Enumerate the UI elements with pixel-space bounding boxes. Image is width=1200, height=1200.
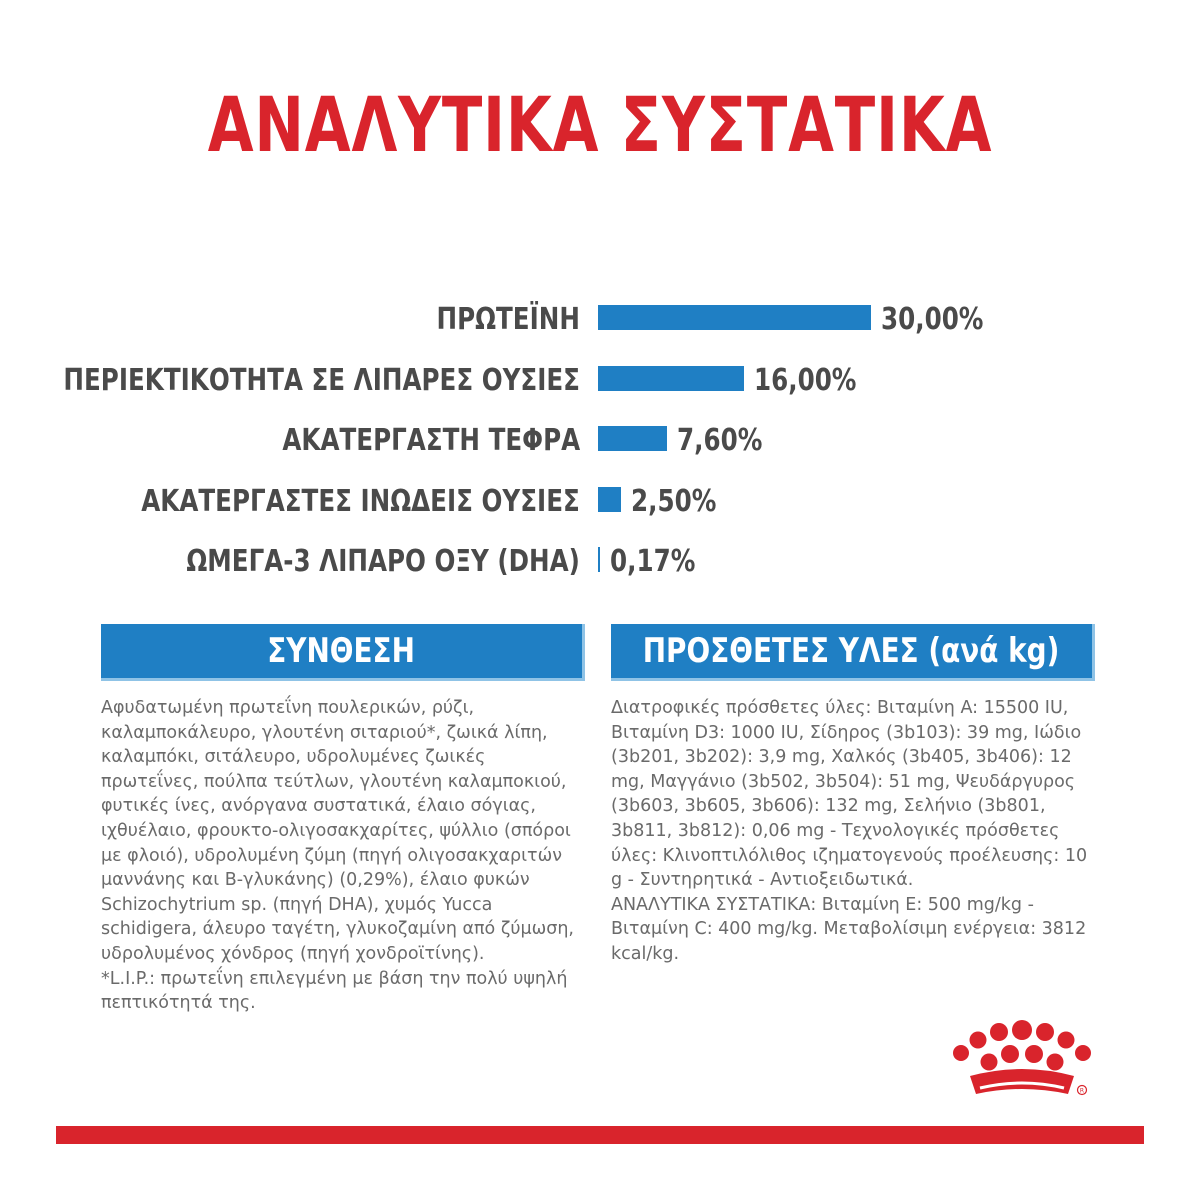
- bar-category-label: ΩΜΕΓΑ-3 ΛΙΠΑΡΟ ΟΞΥ (DHA): [186, 544, 580, 579]
- chart-row: [0, 290, 1200, 350]
- additives-body: [611, 696, 1095, 967]
- page-title: ΑΝΑΛΥΤΙΚΑ ΣΥΣΤΑΤΙΚΑ: [207, 80, 993, 169]
- additives-panel: [611, 624, 1095, 967]
- bar: [598, 305, 871, 330]
- bar: [598, 366, 744, 391]
- bar-value-label: 0,17%: [610, 544, 696, 579]
- bar-value-label: 2,50%: [630, 483, 717, 519]
- bar: [598, 487, 621, 512]
- composition-footnote: *L.I.P.: πρωτεΐνη επιλεγμένη με βάση την πολύ υψηλή πεπτικότητά της.: [101, 968, 568, 1014]
- bar: [598, 426, 667, 451]
- nutrient-bar-chart: [0, 290, 1200, 610]
- bar-category-label: ΠΕΡΙΕΚΤΙΚΟΤΗΤΑ ΣΕ ΛΙΠΑΡΕΣ ΟΥΣΙΕΣ: [63, 362, 580, 398]
- svg-text:R: R: [1079, 1087, 1085, 1095]
- composition-text: Αφυδατωμένη πρωτεΐνη πουλερικών, ρύζι, καλαμποκάλευρο, γλουτένη σιταριού*, ζωικά λίπη, καλαμπόκι, σιτάλευρο, υδρολυμένες ζωικές πρωτεΐνες, πούλπα τεύτλων, γλουτένη καλαμποκιού, φυτικές ίνες, ανόργανα συστατικά, έλαιο σόγιας, ιχθυέλαιο, φρουκτο-ολιγοσακχαρίτες, ψύλλιο (σπόροι με φλοιό), υδρολυμένη ζύμη (πηγή ολιγοσακχαριτών μαννάνης και Β-γλυκάνης) (0,29%), έλαιο φυκών Schizochytrium sp. (πηγή DHA), χυμός Yucca schidigera, άλευρο ταγέτη, γλυκοζαμίνη από ζύμωση, υδρολυμένος χόνδρος (πηγή χονδροϊτίνης).: [101, 698, 574, 964]
- additives-analytical-text: ΑΝΑΛΥΤΙΚΑ ΣΥΣΤΑΤΙΚΑ: Βιταμίνη E: 500 mg/kg - Βιταμίνη C: 400 mg/kg. Μεταβολίσιμη ενέργεια: 3812 kcal/kg.: [611, 894, 1087, 964]
- chart-row: [0, 351, 1200, 411]
- royal-canin-crown-logo-icon: [948, 1018, 1096, 1102]
- bar-category-label: ΑΚΑΤΕΡΓΑΣΤΕΣ ΙΝΩΔΕΙΣ ΟΥΣΙΕΣ: [141, 483, 580, 519]
- bar-value-label: 16,00%: [753, 362, 857, 398]
- additives-heading: [611, 624, 1095, 681]
- bar-value-label: 7,60%: [677, 423, 763, 458]
- bar: [598, 547, 600, 572]
- bar-category-label: ΠΡΩΤΕΪΝΗ: [436, 302, 580, 337]
- composition-panel: [101, 624, 585, 1016]
- composition-body: [101, 696, 585, 1016]
- composition-heading: [101, 624, 585, 681]
- additives-text: Διατροφικές πρόσθετες ύλες: Βιταμίνη A: 15500 IU, Βιταμίνη D3: 1000 IU, Σίδηρος (3b103): 39 mg, Ιώδιο (3b201, 3b202): 3,9 mg, Χαλκός (3b405, 3b406): 12 mg, Μαγγάνιο (3b502, 3b504): 51 mg, Ψευδάργυρος (3b603, 3b605, 3b606): 132 mg, Σελήνιο (3b801, 3b811, 3b812): 0,06 mg - Τεχνολογικές πρόσθετες ύλες: Κλινοπτιλόλιθος ιζηματογενούς προέλευσης: 10 g - Συντηρητικά - Αντιοξειδωτικά.: [611, 698, 1088, 891]
- additives-heading-text: ΠΡΟΣΘΕΤΕΣ ΥΛΕΣ (ανά kg): [643, 631, 1060, 671]
- chart-row: [0, 411, 1200, 471]
- composition-heading-text: ΣΥΝΘΕΣΗ: [267, 631, 416, 671]
- chart-row: [0, 472, 1200, 532]
- bottom-red-stripe: [56, 1126, 1144, 1144]
- chart-row: [0, 532, 1200, 592]
- bar-category-label: ΑΚΑΤΕΡΓΑΣΤΗ ΤΕΦΡΑ: [282, 423, 580, 458]
- bar-value-label: 30,00%: [881, 302, 984, 337]
